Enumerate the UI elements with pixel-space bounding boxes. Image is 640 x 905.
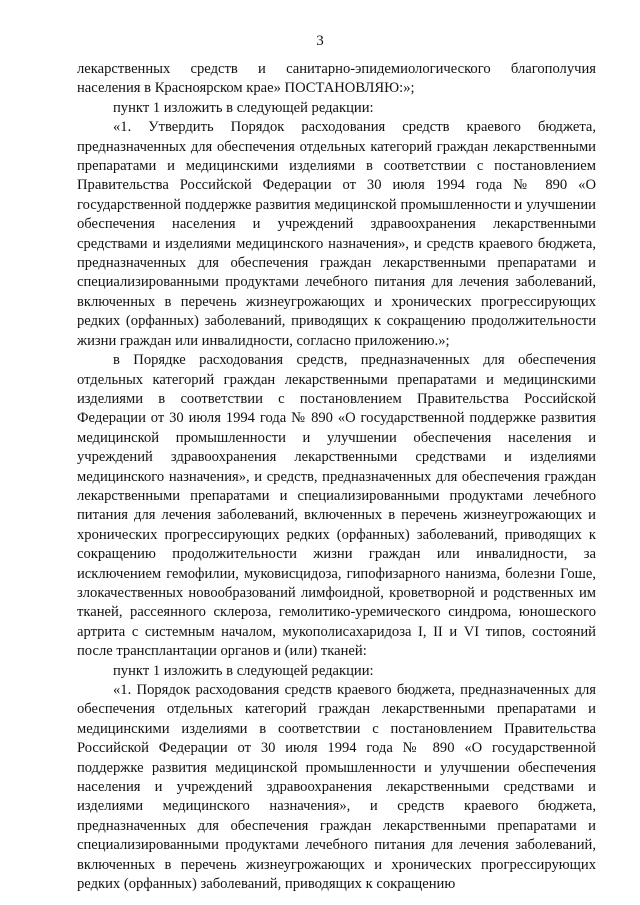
paragraph-4: в Порядке расходования средств, предназначенных для обеспечения отдельных категорий граждан лекарственными препаратами и медицинскими изделиями в соответствии с постановлением Правительства Российской Федерации от 30 июля 1994 года № 890 «О государственной поддержке развития медицинской промышленности и улучшении обеспечения населения и учреждений здравоохранения лекарственными средствами и изделиями медицинского назначения», и средств, предназначенных для обеспечения граждан лекарственными препаратами и специализированными продуктами лечебного питания для лечения заболеваний, включенных в перечень жизнеугрожающих и хронических прогрессирующих редких (орфанных) заболеваний, приводящих к сокращению продолжительности жизни граждан или инвалидности, за исключением гемофилии, муковисцидоза, гипофизарного нанизма, болезни Гоше, злокачественных новообразований лимфоидной, кроветворной и родственных им тканей, рассеянного склероза, гемолитико-уремического синдрома, юношеского артрита с системным началом, мукополисахаридоза I, II и VI типов, состояний после трансплантации органов и (или) тканей: — [77, 352, 596, 660]
page-number: 3 — [316, 33, 324, 49]
paragraph-5: пункт 1 изложить в следующей редакции: — [113, 662, 374, 679]
document-body — [77, 60, 596, 894]
paragraph-6: «1. Порядок расходования средств краевого бюджета, предназначенных для обеспечения отдельных категорий граждан лекарственными препаратами и медицинскими изделиями в соответствии с постановлением Правительства Российской Федерации от 30 июля 1994 года № 890 «О государственной поддержке развития медицинской промышленности и улучшении обеспечения населения и учреждений здравоохранения лекарственными средствами и изделиями медицинского назначения», и средств краевого бюджета, предназначенных для обеспечения граждан лекарственными препаратами и специализированными продуктами лечебного питания для лечения заболеваний, включенных в перечень жизнеугрожающих и хронических прогрессирующих редких (орфанных) заболеваний, приводящих к сокращению — [77, 682, 596, 893]
paragraph-2: пункт 1 изложить в следующей редакции: — [113, 99, 374, 116]
paragraph-1: лекарственных средств и санитарно-эпидемиологического благополучия населения в Красноярском крае» ПОСТАНОВЛЯЮ:»; — [77, 61, 596, 97]
paragraph-3: «1. Утвердить Порядок расходования средств краевого бюджета, предназначенных для обеспечения отдельных категорий граждан лекарственными препаратами и медицинскими изделиями в соответствии с постановлением Правительства Российской Федерации от 30 июля 1994 года № 890 «О государственной поддержке развития медицинской промышленности и улучшении обеспечения населения и учреждений здравоохранения лекарственными средствами и изделиями медицинского назначения», и средств краевого бюджета, предназначенных для обеспечения граждан лекарственными препаратами и специализированными продуктами лечебного питания для лечения заболеваний, включенных в перечень жизнеугрожающих и хронических прогрессирующих редких (орфанных) заболеваний, приводящих к сокращению продолжительности жизни граждан или инвалидности, согласно приложению.»; — [77, 119, 596, 349]
